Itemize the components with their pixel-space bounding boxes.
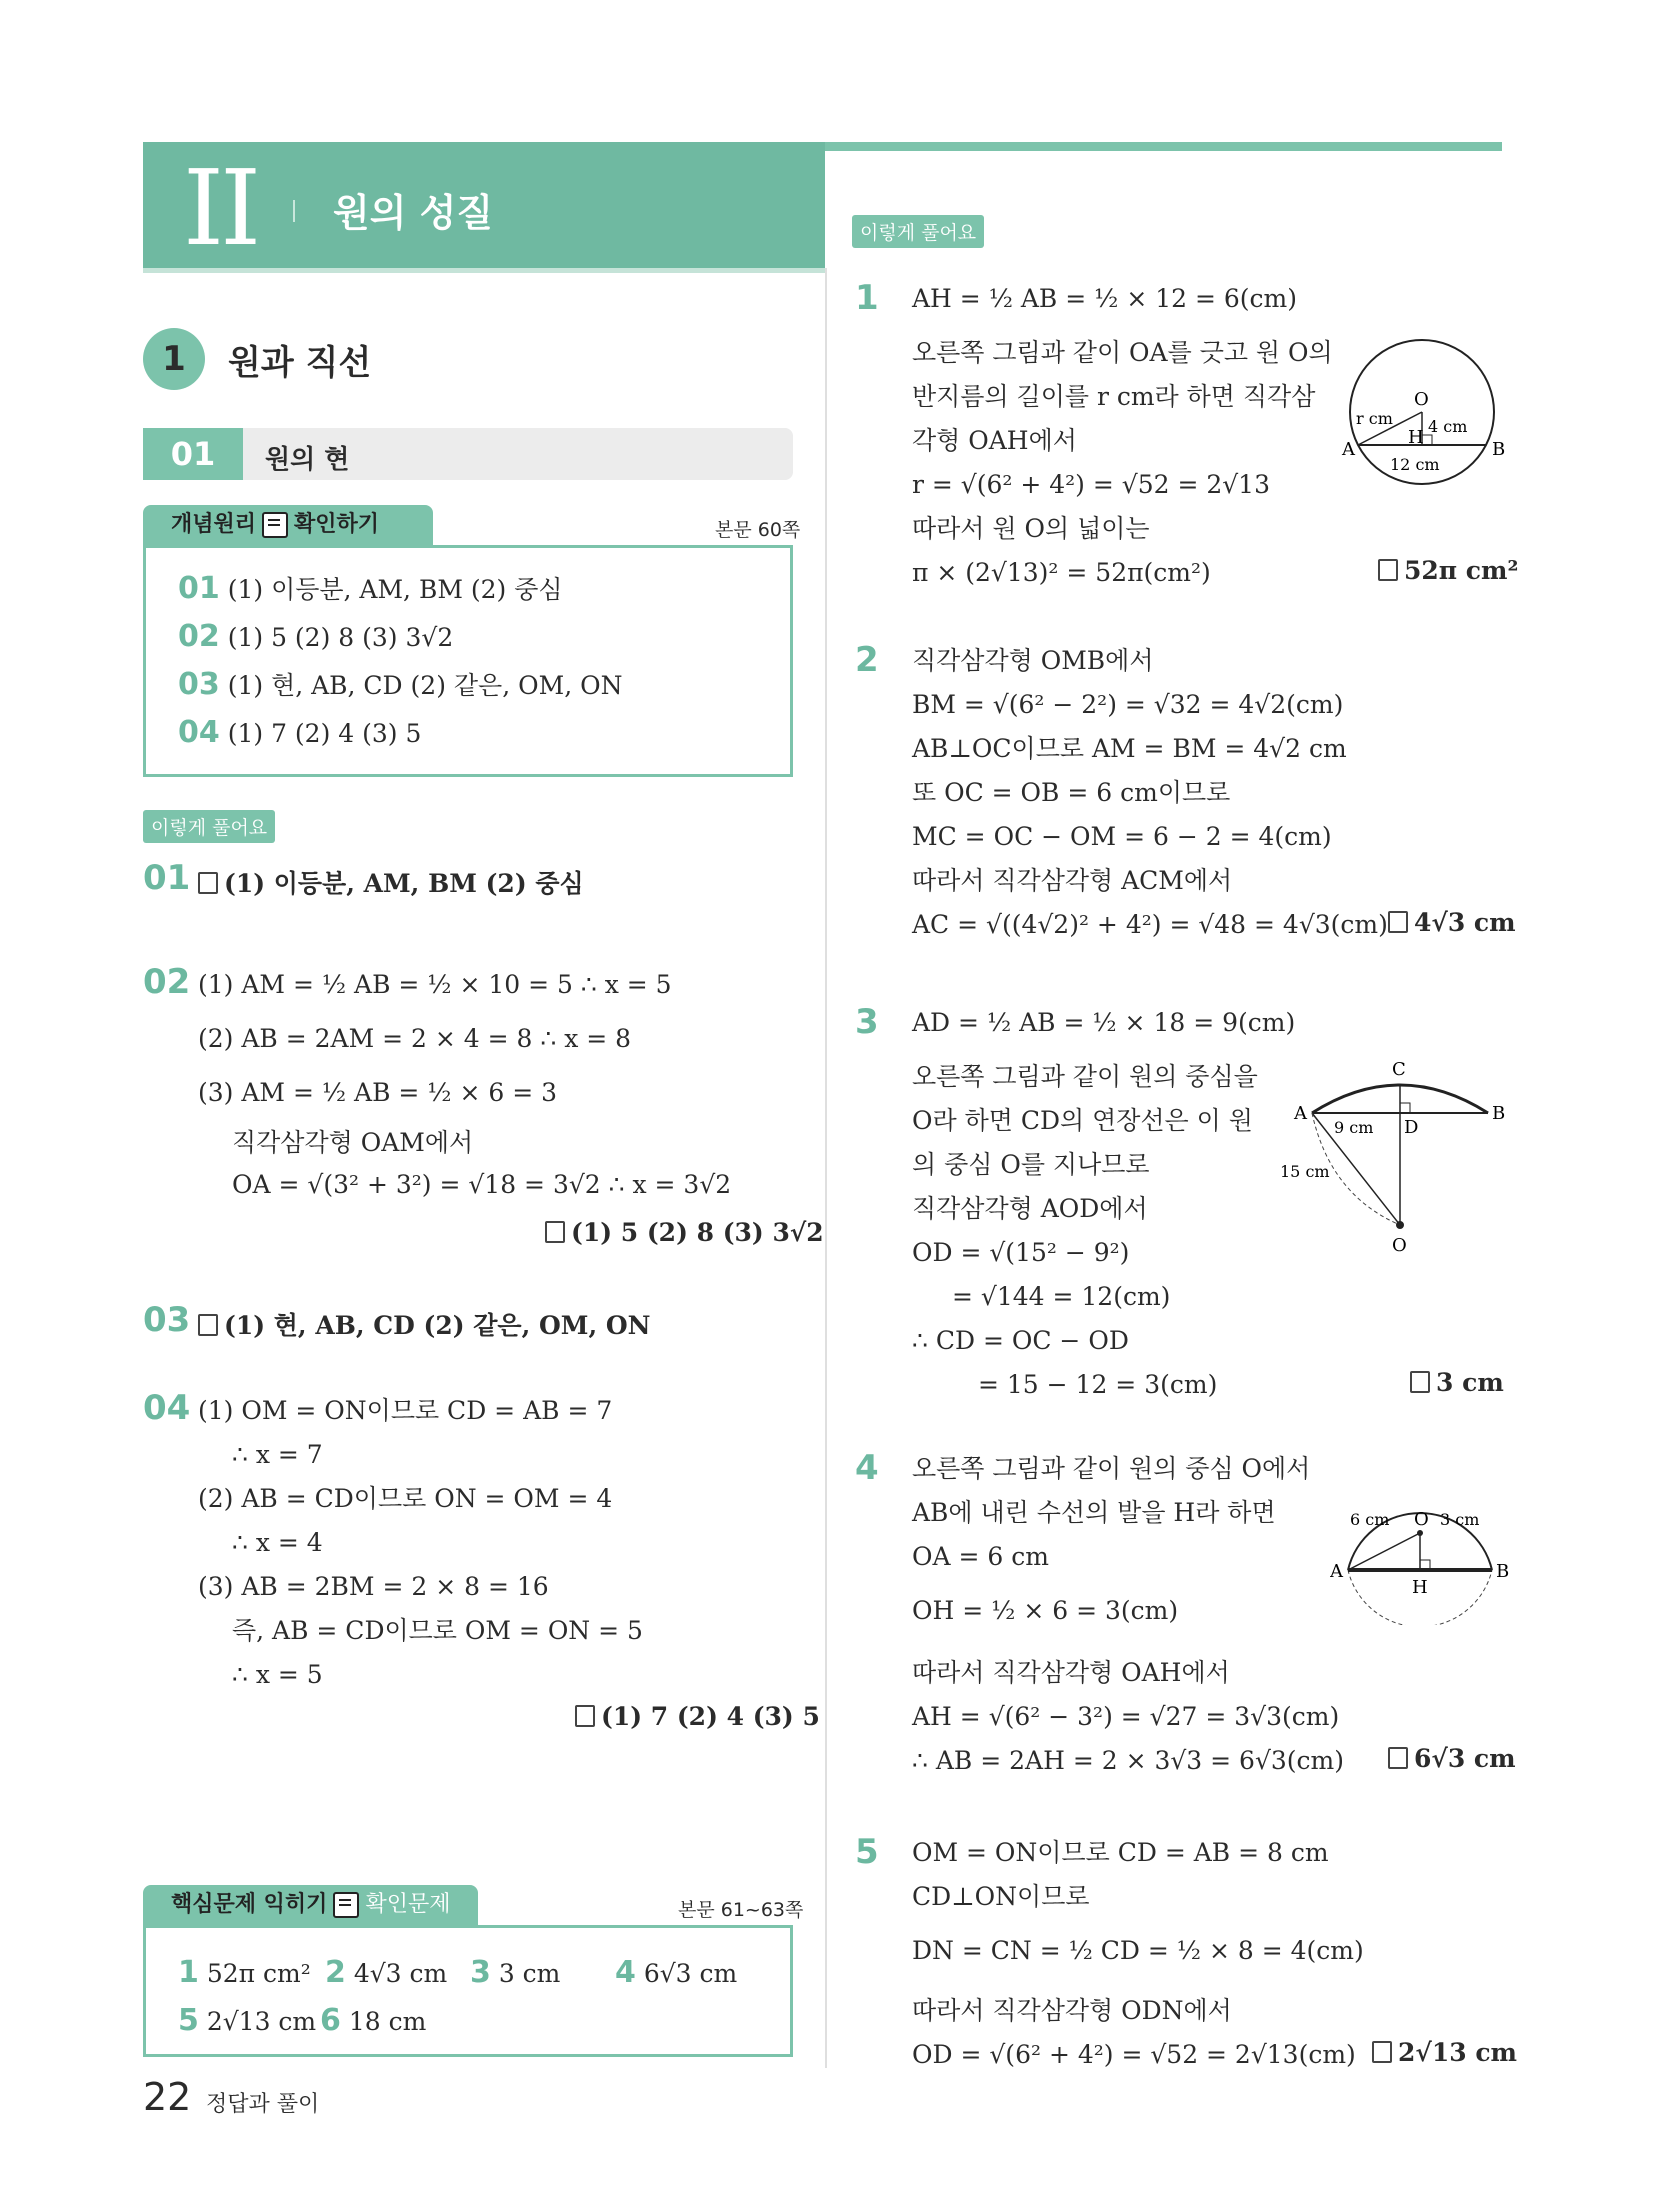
solution-line: 직각삼각형 OMB에서 bbox=[912, 646, 1154, 675]
solution-line: (1) OM = ON이므로 CD = AB = 7 bbox=[198, 1396, 613, 1425]
chapter-separator bbox=[293, 200, 295, 222]
solution-line: (3) AB = 2BM = 2 × 8 = 16 bbox=[198, 1572, 549, 1601]
solution-line: 오른쪽 그림과 같이 OA를 긋고 원 O의 bbox=[912, 338, 1333, 367]
solution-line: 각형 OAH에서 bbox=[912, 426, 1077, 455]
fig1-label-a: A bbox=[1342, 439, 1355, 460]
fig4-label-oh: 3 cm bbox=[1440, 1510, 1480, 1529]
answer-mark-icon bbox=[575, 1705, 595, 1727]
column-divider bbox=[825, 268, 827, 2068]
chapter-header bbox=[143, 142, 825, 273]
core-tab-label-a: 핵심문제 익히기 bbox=[171, 1892, 328, 1917]
fig3-label-ad: 9 cm bbox=[1334, 1118, 1374, 1137]
solution-line: 반지름의 길이를 r cm라 하면 직각삼 bbox=[912, 382, 1316, 411]
solution-line: 따라서 직각삼각형 OAH에서 bbox=[912, 1658, 1230, 1687]
fig4-label-a: A bbox=[1330, 1561, 1343, 1582]
solution-line: ∴ x = 5 bbox=[232, 1660, 323, 1689]
solution-line: 따라서 원 O의 넓이는 bbox=[912, 514, 1150, 543]
core-tab-label-b: 확인문제 bbox=[365, 1892, 451, 1917]
solution-line: 또 OC = OB = 6 cm이므로 bbox=[912, 778, 1231, 807]
solution-line: (3) AM = ½ AB = ½ × 6 = 3 bbox=[198, 1078, 558, 1107]
answer-mark-icon bbox=[1378, 559, 1398, 581]
solution-line: (2) AB = CD이므로 ON = OM = 4 bbox=[198, 1484, 613, 1513]
solution-line: O라 하면 CD의 연장선은 이 원 bbox=[912, 1106, 1253, 1135]
fig1-label-h-len: 4 cm bbox=[1428, 417, 1468, 436]
solution-line: 직각삼각형 OAM에서 bbox=[232, 1128, 474, 1157]
concept-page-ref: 본문 60쪽 bbox=[715, 519, 801, 541]
core-item: 3 3 cm bbox=[470, 1955, 561, 1990]
solution-line: = 15 − 12 = 3(cm) bbox=[978, 1370, 1218, 1399]
fig1-label-b: B bbox=[1492, 439, 1506, 460]
solution-label-right: 이렇게 풀어요 bbox=[852, 215, 984, 248]
solution-line: (2) AB = 2AM = 2 × 4 = 8 ∴ x = 8 bbox=[198, 1024, 632, 1053]
chapter-number: II bbox=[183, 147, 258, 269]
solution-line: = √144 = 12(cm) bbox=[952, 1282, 1171, 1311]
fig3-label-d: D bbox=[1404, 1117, 1419, 1138]
solution-line: OM = ON이므로 CD = AB = 8 cm bbox=[912, 1838, 1329, 1867]
solution-number: 5 bbox=[855, 1832, 879, 1872]
solution-line: OH = ½ × 6 = 3(cm) bbox=[912, 1596, 1179, 1625]
fig1-label-h: H bbox=[1408, 427, 1424, 448]
header-top-bar bbox=[822, 142, 1502, 151]
solution-answer: (1) 5 (2) 8 (3) 3√2 bbox=[545, 1218, 824, 1247]
fig3-label-ao: 15 cm bbox=[1280, 1162, 1330, 1181]
answer-mark-icon bbox=[1410, 1371, 1430, 1393]
fig1-label-ab: 12 cm bbox=[1390, 455, 1440, 474]
solution-line: ∴ x = 7 bbox=[232, 1440, 323, 1469]
worksheet-icon bbox=[262, 512, 288, 538]
core-item: 6 18 cm bbox=[320, 2003, 427, 2038]
fig4-label-h: H bbox=[1412, 1577, 1428, 1598]
answer-mark-icon bbox=[1388, 1747, 1408, 1769]
solution-answer: 2√13 cm bbox=[1372, 2038, 1517, 2067]
solution-line: MC = OC − OM = 6 − 2 = 4(cm) bbox=[912, 822, 1332, 851]
concept-tab bbox=[143, 505, 433, 545]
magnifier-icon bbox=[333, 1892, 359, 1918]
fig1-label-r: r cm bbox=[1356, 409, 1393, 428]
solution-answer: (1) 7 (2) 4 (3) 5 bbox=[575, 1702, 820, 1731]
solution-line: 즉, AB = CD이므로 OM = ON = 5 bbox=[232, 1616, 643, 1645]
solution-answer: 52π cm² bbox=[1378, 556, 1518, 585]
solution-answer: (1) 현, AB, CD (2) 같은, OM, ON bbox=[198, 1306, 650, 1342]
solution-line: 따라서 직각삼각형 ACM에서 bbox=[912, 866, 1233, 895]
fig1-label-o: O bbox=[1414, 389, 1429, 410]
solution-line: OA = 6 cm bbox=[912, 1542, 1049, 1571]
solution-line: CD⊥ON이므로 bbox=[912, 1882, 1090, 1911]
core-item: 4 6√3 cm bbox=[615, 1955, 738, 1990]
fig4-label-oa: 6 cm bbox=[1350, 1510, 1390, 1529]
solution-line: AD = ½ AB = ½ × 18 = 9(cm) bbox=[912, 1008, 1296, 1037]
solution-number: 1 bbox=[855, 278, 879, 318]
core-item: 2 4√3 cm bbox=[325, 1955, 448, 1990]
footer-text: 정답과 풀이 bbox=[206, 2092, 320, 2117]
solution-line: (1) AM = ½ AB = ½ × 10 = 5 ∴ x = 5 bbox=[198, 970, 672, 999]
solution-line: ∴ CD = OC − OD bbox=[912, 1326, 1129, 1355]
answer-mark-icon bbox=[1372, 2041, 1392, 2063]
section-title: 원과 직선 bbox=[228, 343, 372, 383]
solution-answer: 4√3 cm bbox=[1388, 908, 1516, 937]
concept-row: 03 (1) 현, AB, CD (2) 같은, OM, ON bbox=[178, 667, 623, 702]
solution-line: r = √(6² + 4²) = √52 = 2√13 bbox=[912, 470, 1270, 499]
answer-mark-icon bbox=[198, 1314, 218, 1336]
fig4-label-b: B bbox=[1496, 1561, 1510, 1582]
answer-mark-icon bbox=[545, 1221, 565, 1243]
solution-number: 2 bbox=[855, 640, 879, 680]
solution-number: 4 bbox=[855, 1448, 879, 1488]
solution-answer: 6√3 cm bbox=[1388, 1744, 1516, 1773]
concept-tab-label-b: 확인하기 bbox=[294, 512, 380, 537]
page-number: 22 bbox=[143, 2075, 192, 2119]
fig3-label-b: B bbox=[1492, 1103, 1506, 1124]
solution-line: AB⊥OC이므로 AM = BM = 4√2 cm bbox=[912, 734, 1347, 763]
solution-answer: (1) 이등분, AM, BM (2) 중심 bbox=[198, 864, 584, 900]
solution-line: 따라서 직각삼각형 ODN에서 bbox=[912, 1996, 1232, 2025]
figure-arc-3 bbox=[1280, 1055, 1510, 1255]
core-page-ref: 본문 61~63쪽 bbox=[678, 1899, 804, 1921]
concept-row: 01 (1) 이등분, AM, BM (2) 중심 bbox=[178, 571, 563, 606]
solution-line: 오른쪽 그림과 같이 원의 중심을 bbox=[912, 1062, 1258, 1091]
subsection-band bbox=[143, 428, 793, 480]
core-item: 5 2√13 cm bbox=[178, 2003, 317, 2038]
solution-line: BM = √(6² − 2²) = √32 = 4√2(cm) bbox=[912, 690, 1344, 719]
solution-line: ∴ AB = 2AH = 2 × 3√3 = 6√3(cm) bbox=[912, 1746, 1345, 1775]
section-number: 1 bbox=[143, 328, 205, 390]
solution-label-left: 이렇게 풀어요 bbox=[143, 810, 275, 843]
solution-line: AH = √(6² − 3²) = √27 = 3√3(cm) bbox=[912, 1702, 1340, 1731]
answer-mark-icon bbox=[198, 872, 218, 894]
solution-line: 의 중심 O를 지나므로 bbox=[912, 1150, 1150, 1179]
solution-number: 03 bbox=[143, 1300, 191, 1340]
core-tab bbox=[143, 1885, 478, 1925]
concept-row: 02 (1) 5 (2) 8 (3) 3√2 bbox=[178, 619, 454, 654]
core-item: 1 52π cm² bbox=[178, 1955, 311, 1990]
solution-line: AC = √((4√2)² + 4²) = √48 = 4√3(cm) bbox=[912, 910, 1388, 939]
solution-line: AB에 내린 수선의 발을 H라 하면 bbox=[912, 1498, 1276, 1527]
solution-line: OD = √(15² − 9²) bbox=[912, 1238, 1130, 1267]
solution-line: AH = ½ AB = ½ × 12 = 6(cm) bbox=[912, 284, 1297, 313]
concept-row: 04 (1) 7 (2) 4 (3) 5 bbox=[178, 715, 422, 750]
fig3-label-o: O bbox=[1392, 1235, 1407, 1255]
solution-number: 01 bbox=[143, 858, 191, 898]
solution-number: 02 bbox=[143, 962, 191, 1002]
solution-line: 오른쪽 그림과 같이 원의 중심 O에서 bbox=[912, 1454, 1311, 1483]
solution-answer: 3 cm bbox=[1410, 1368, 1504, 1397]
fig3-label-a: A bbox=[1294, 1103, 1307, 1124]
answer-mark-icon bbox=[1388, 911, 1408, 933]
solution-number: 04 bbox=[143, 1388, 191, 1428]
solution-line: ∴ x = 4 bbox=[232, 1528, 323, 1557]
fig4-label-o: O bbox=[1414, 1509, 1429, 1530]
chapter-title: 원의 성질 bbox=[333, 191, 494, 235]
solution-line: π × (2√13)² = 52π(cm²) bbox=[912, 558, 1211, 587]
fig3-label-c: C bbox=[1392, 1059, 1406, 1080]
subsection-number: 01 bbox=[143, 428, 243, 480]
solution-line: OD = √(6² + 4²) = √52 = 2√13(cm) bbox=[912, 2040, 1356, 2069]
subsection-title: 원의 현 bbox=[265, 445, 350, 475]
solution-line: OA = √(3² + 3²) = √18 = 3√2 ∴ x = 3√2 bbox=[232, 1170, 732, 1199]
solution-number: 3 bbox=[855, 1002, 879, 1042]
solution-line: DN = CN = ½ CD = ½ × 8 = 4(cm) bbox=[912, 1936, 1364, 1965]
figure-circle-4 bbox=[1330, 1455, 1510, 1625]
concept-tab-label-a: 개념원리 bbox=[171, 512, 257, 537]
solution-line: 직각삼각형 AOD에서 bbox=[912, 1194, 1148, 1223]
figure-circle-1 bbox=[1330, 330, 1510, 490]
